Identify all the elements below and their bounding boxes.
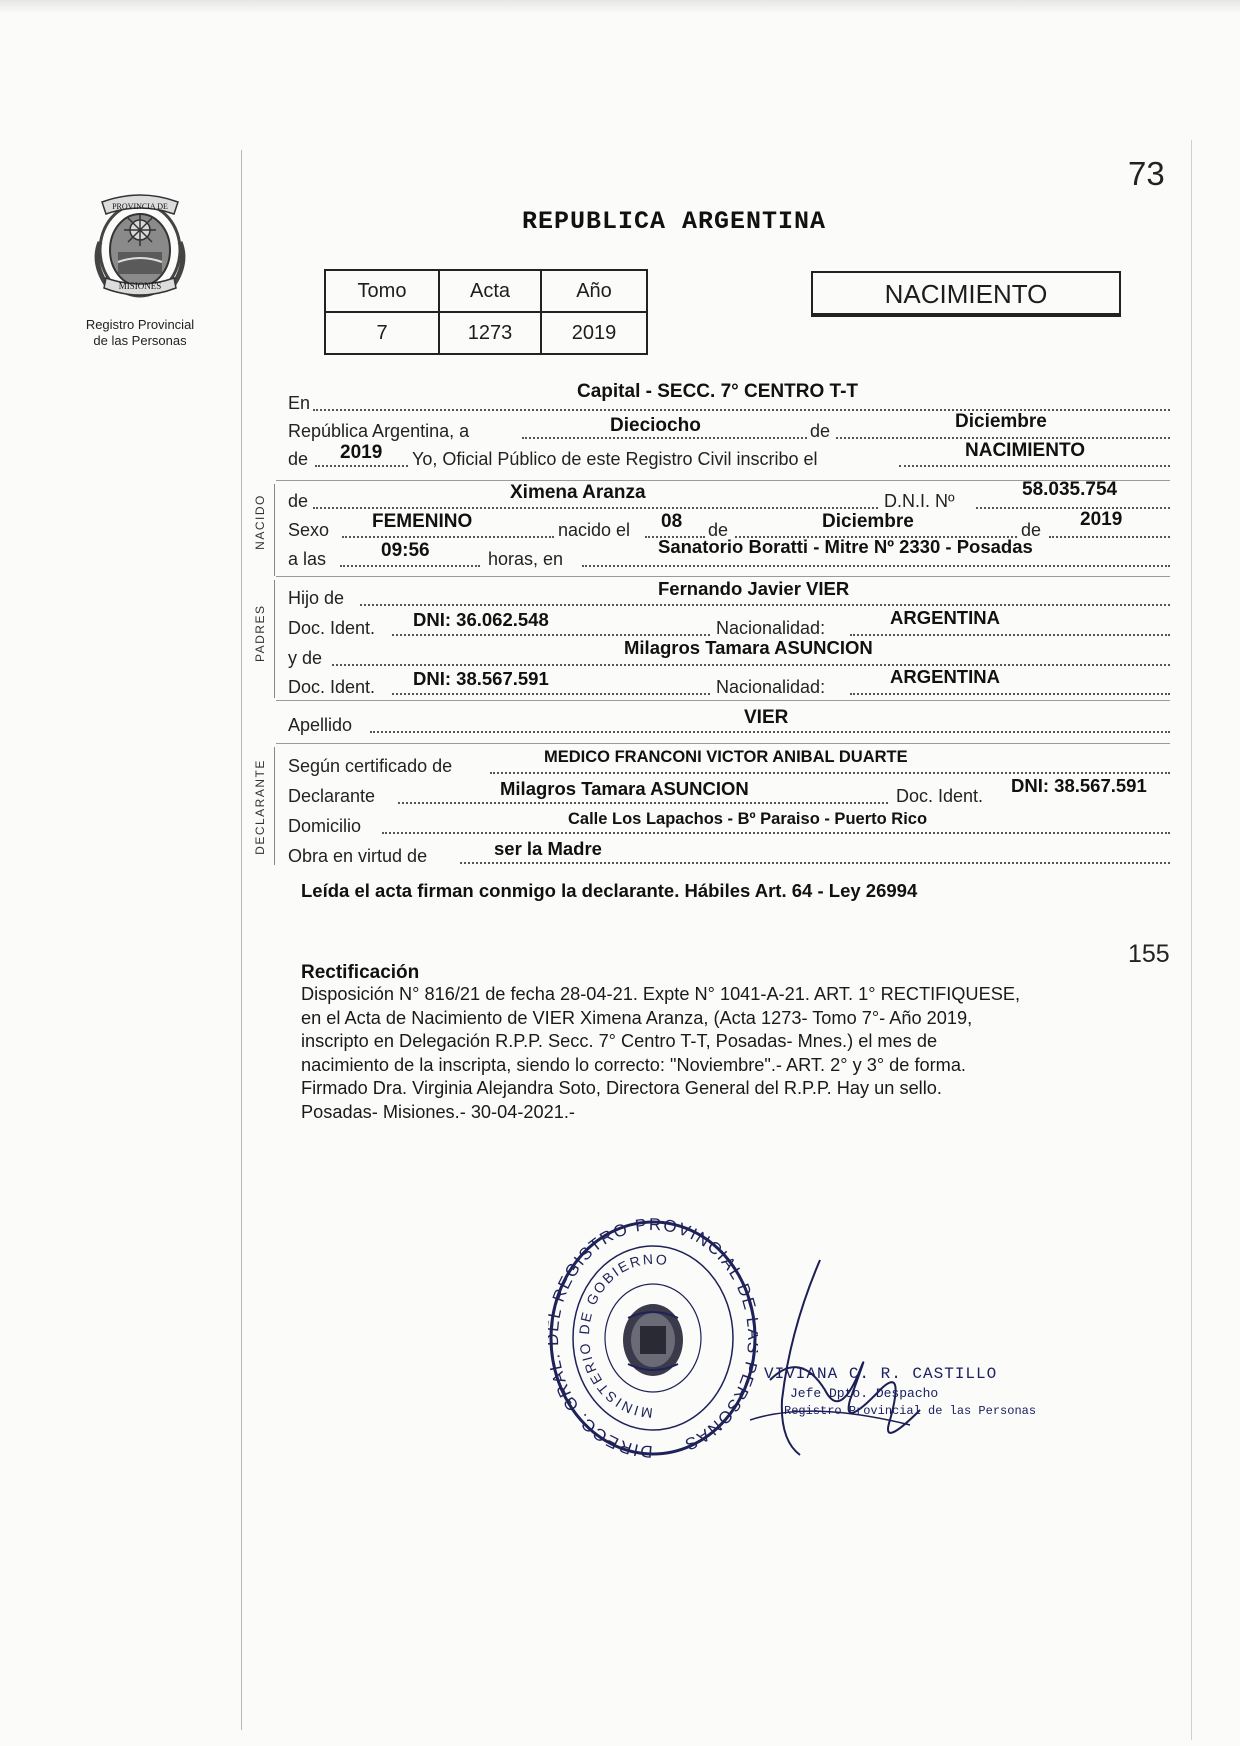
- acta-header: Acta: [439, 270, 541, 312]
- rectification-line: inscripto en Delegación R.P.P. Secc. 7° Centro T-T, Posadas- Mnes.) el mes de: [301, 1031, 938, 1051]
- nacido-el-label: nacido el: [558, 520, 631, 540]
- father-doc-label: Doc. Ident.: [288, 618, 376, 638]
- tomo-value: 7: [325, 312, 439, 354]
- sexo-dots: [342, 536, 554, 538]
- obra-dots: [460, 862, 1170, 864]
- birth-year-dots: [1049, 536, 1170, 538]
- birth-month-value: Diciembre: [822, 511, 914, 532]
- name-dots: [313, 507, 878, 509]
- inscribo-value: NACIMIENTO: [965, 440, 1085, 461]
- padres-side-rule: [274, 580, 275, 698]
- rectification-line: nacimiento de la inscripta, siendo lo correcto: "Noviembre".- ART. 2° y 3° de forma.: [301, 1054, 966, 1075]
- day-value: Dieciocho: [610, 415, 701, 436]
- right-margin-rule: [1191, 140, 1192, 1740]
- acta-value: 1273: [439, 312, 541, 354]
- father-dots: [360, 604, 1170, 606]
- domicilio-dots: [382, 832, 1170, 834]
- rectification-body: [301, 983, 1181, 1124]
- day-dots: [522, 437, 807, 439]
- en-value: Capital - SECC. 7° CENTRO T-T: [577, 381, 859, 402]
- declarante-top-rule: [276, 743, 1170, 744]
- scan-edge: [0, 0, 1240, 14]
- signature-office: Registro Provincial de las Personas: [784, 1404, 1037, 1418]
- dni-value: 58.035.754: [1022, 479, 1118, 500]
- svg-text:PROVINCIA DE: PROVINCIA DE: [112, 202, 168, 211]
- republica-label: República Argentina, a: [288, 421, 470, 441]
- apellido-label: Apellido: [288, 715, 353, 735]
- signature-name: VIVIANA C. R. CASTILLO: [764, 1365, 998, 1383]
- nacido-de2-label: de: [708, 520, 729, 540]
- tomo-header: Tomo: [325, 270, 439, 312]
- y-de-label: y de: [288, 648, 323, 668]
- record-table: [324, 269, 648, 355]
- month-value: Diciembre: [955, 411, 1047, 432]
- mother-doc-value: DNI: 38.567.591: [413, 668, 549, 689]
- obra-value: ser la Madre: [494, 838, 602, 859]
- domicilio-label: Domicilio: [288, 816, 362, 836]
- father-nationality-value: ARGENTINA: [890, 607, 1000, 628]
- apellido-dots: [370, 731, 1170, 733]
- registry-caption-line1: Registro Provincial: [85, 317, 195, 332]
- father-nationality-label: Nacionalidad:: [716, 618, 826, 638]
- declarante-doc-value: DNI: 38.567.591: [1011, 775, 1147, 796]
- svg-text:MINISTERIO DE GOBIERNO: MINISTERIO DE GOBIERNO: [575, 1250, 670, 1422]
- registry-caption: [72, 317, 208, 349]
- oficial-text: Yo, Oficial Público de este Registro Civil inscribo el: [412, 449, 818, 469]
- declarante-side-rule: [274, 747, 275, 865]
- mother-nat-dots: [850, 693, 1170, 695]
- rectification-line: Disposición N° 816/21 de fecha 28-04-21. Expte N° 1041-A-21. ART. 1° RECTIFIQUESE,: [301, 984, 1021, 1004]
- svg-text:DIRECC. GRAL. DEL REGISTRO PRO: DIRECC. GRA REGISTRO PROVINCIAL DE ERSONAS: [548, 1218, 758, 1458]
- declarante-doc-label: Doc. Ident.: [896, 786, 984, 806]
- hijo-de-label: Hijo de: [288, 588, 345, 608]
- apellido-top-rule: [276, 700, 1170, 701]
- child-name-value: Ximena Aranza: [510, 482, 646, 503]
- certificado-dots: [490, 772, 1170, 774]
- birth-year-value: 2019: [1080, 509, 1123, 530]
- time-value: 09:56: [381, 540, 430, 561]
- certificado-value: MEDICO FRANCONI VICTOR ANIBAL DUARTE: [544, 748, 908, 766]
- handwritten-signature: [730, 1250, 930, 1470]
- en-label: En: [288, 393, 311, 413]
- official-seal-icon: [548, 1218, 758, 1458]
- mother-nationality-value: ARGENTINA: [890, 666, 1000, 687]
- padres-top-rule: [276, 576, 1170, 577]
- sexo-value: FEMENINO: [372, 511, 473, 532]
- declarante-dots: [398, 802, 888, 804]
- horas-label: horas, en: [488, 549, 564, 569]
- nacido-side-rule: [274, 484, 275, 576]
- misiones-seal-icon: [88, 192, 192, 312]
- document-title: REPUBLICA ARGENTINA: [522, 207, 827, 236]
- nacido-section-label: NACIDO: [253, 494, 267, 550]
- rectification-line: Posadas- Misiones.- 30-04-2021.-: [301, 1101, 575, 1122]
- mother-doc-dots: [392, 693, 710, 695]
- year-dots: [315, 465, 408, 467]
- rectification-page-number: 155: [1128, 940, 1170, 968]
- ano-header: Año: [541, 270, 647, 312]
- de-label: de: [810, 421, 831, 441]
- dni-dots: [976, 507, 1170, 509]
- place-value: Sanatorio Boratti - Mitre Nº 2330 - Posadas: [658, 536, 1033, 557]
- month-dots: [836, 437, 1170, 439]
- obra-label: Obra en virtud de: [288, 846, 428, 866]
- rectification-title: Rectificación: [301, 962, 420, 983]
- mother-dots: [332, 664, 1170, 666]
- domicilio-value: Calle Los Lapachos - Bº Paraiso - Puerto Rico: [568, 810, 928, 828]
- declarante-section-label: DECLARANTE: [253, 759, 267, 855]
- rectification-line: en el Acta de Nacimiento de VIER Ximena Aranza, (Acta 1273- Tomo 7°- Año 2019,: [301, 1007, 973, 1028]
- place-dots: [582, 565, 1170, 567]
- rectification-line: Firmado Dra. Virginia Alejandra Soto, Directora General del R.P.P. Hay un sello.: [301, 1078, 942, 1098]
- certificado-label: Según certificado de: [288, 756, 453, 776]
- nacido-de-label: de: [288, 491, 309, 511]
- ano-value: 2019: [541, 312, 647, 354]
- father-nat-dots: [850, 634, 1170, 636]
- father-name-value: Fernando Javier VIER: [658, 578, 850, 599]
- de-year-label: de: [288, 449, 309, 469]
- a-las-label: a las: [288, 549, 327, 569]
- padres-section-label: PADRES: [253, 604, 267, 662]
- svg-text:MISIONES: MISIONES: [118, 281, 162, 291]
- dni-label: D.N.I. Nº: [884, 491, 955, 511]
- mother-nationality-label: Nacionalidad:: [716, 677, 826, 697]
- signature-role: Jefe Dpto. Despacho: [790, 1386, 939, 1401]
- closing-line: Leída el acta firman conmigo la declarante. Hábiles Art. 64 - Ley 26994: [301, 880, 918, 901]
- sexo-label: Sexo: [288, 520, 330, 540]
- apellido-value: VIER: [744, 707, 789, 728]
- mother-doc-label: Doc. Ident.: [288, 677, 376, 697]
- registry-logo: [88, 192, 192, 312]
- nacido-de3-label: de: [1021, 520, 1042, 540]
- inscribo-dots: [899, 465, 1170, 467]
- time-dots: [340, 565, 480, 567]
- page-number: 73: [1128, 155, 1165, 192]
- mother-name-value: Milagros Tamara ASUNCION: [624, 637, 873, 658]
- birth-day-value: 08: [661, 511, 683, 532]
- registry-caption-line2: de las Personas: [93, 333, 187, 348]
- record-type-box: NACIMIENTO: [811, 271, 1121, 317]
- father-doc-value: DNI: 36.062.548: [413, 609, 549, 630]
- declarante-value: Milagros Tamara ASUNCION: [500, 778, 749, 799]
- year-value: 2019: [340, 442, 383, 463]
- declarante-label: Declarante: [288, 786, 376, 806]
- father-doc-dots: [392, 634, 710, 636]
- official-stamp: [548, 1218, 758, 1458]
- left-margin-rule: [241, 150, 242, 1730]
